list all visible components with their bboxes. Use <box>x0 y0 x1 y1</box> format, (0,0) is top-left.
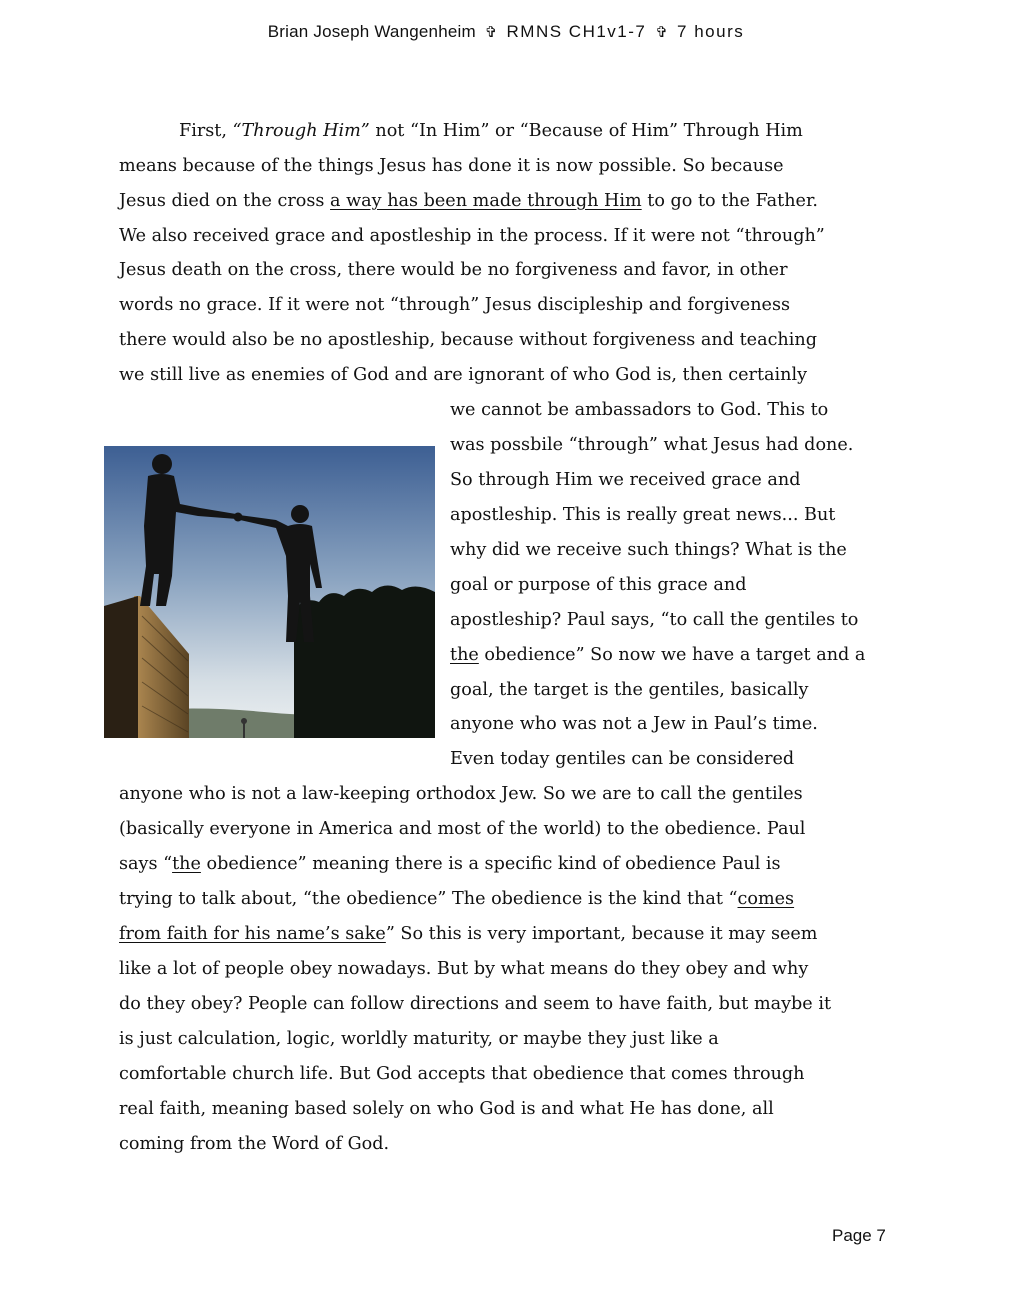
text-line: Even today gentiles can be considered <box>450 749 795 769</box>
underlined-text: a way has been made through Him <box>330 191 642 211</box>
cross-icon: ✞ <box>484 24 498 41</box>
text-line: coming from the Word of God. <box>119 1134 390 1154</box>
text-line: anyone who is not a law-keeping orthodox Jew. So we are to call the gentiles <box>119 784 803 804</box>
text-line: there would also be no apostleship, because without forgiveness and teaching <box>119 330 817 350</box>
text-line: like a lot of people obey nowadays. But by what means do they obey and why <box>119 959 809 979</box>
page-number: Page 7 <box>832 1226 886 1245</box>
text-line: was possbile “through” what Jesus had done. <box>450 435 854 455</box>
text-line: from faith for his name’s sake” So this is very important, because it may seem <box>119 924 818 944</box>
underlined-text: from faith for his name’s sake <box>119 924 386 944</box>
cross-icon: ✞ <box>655 24 669 41</box>
text-line: goal or purpose of this grace and <box>450 575 747 595</box>
author-name: Brian Joseph Wangenheim <box>267 22 476 41</box>
text-line: words no grace. If it were not “through” Jesus discipleship and forgiveness <box>119 295 791 315</box>
underlined-text: the <box>172 854 201 874</box>
emphasis-text: “Through Him” <box>232 121 370 141</box>
text-line: means because of the things Jesus has done it is now possible. So because <box>119 156 784 176</box>
text-line: goal, the target is the gentiles, basically <box>450 680 809 700</box>
text-line: apostleship? Paul says, “to call the gentiles to <box>450 610 859 630</box>
text-line: Jesus died on the cross a way has been made through Him to go to the Father. <box>119 191 819 211</box>
text-line: trying to talk about, “the obedience” The obedience is the kind that “comes <box>119 889 795 909</box>
text-line: why did we receive such things? What is the <box>450 540 847 560</box>
text-line: says “the obedience” meaning there is a specific kind of obedience Paul is <box>119 854 781 874</box>
text-line: is just calculation, logic, worldly maturity, or maybe they just like a <box>119 1029 719 1049</box>
text-line: comfortable church life. But God accepts that obedience that comes through <box>119 1064 805 1084</box>
underlined-text: comes <box>737 889 795 909</box>
study-duration: 7 hours <box>677 22 745 41</box>
text-line: apostleship. This is really great news... But <box>450 505 836 525</box>
underlined-text: the <box>450 645 479 665</box>
photo-silhouettes-reaching <box>104 446 435 738</box>
scripture-reference: RMNS CH1v1-7 <box>506 22 647 41</box>
text-line: the obedience” So now we have a target and a <box>450 645 866 665</box>
text-line: (basically everyone in America and most of the world) to the obedience. Paul <box>119 819 806 839</box>
text-line: real faith, meaning based solely on who God is and what He has done, all <box>119 1099 774 1119</box>
text-line: We also received grace and apostleship in the process. If it were not “through” <box>119 226 825 246</box>
text-line: we cannot be ambassadors to God. This to <box>450 400 829 420</box>
text-line: Jesus death on the cross, there would be no forgiveness and favor, in other <box>119 260 788 280</box>
page-header <box>0 22 1012 42</box>
text-line: anyone who was not a Jew in Paul’s time. <box>450 714 818 734</box>
text-line: we still live as enemies of God and are ignorant of who God is, then certainly <box>119 365 808 385</box>
text-line: First, “Through Him” not “In Him” or “Because of Him” Through Him <box>179 121 803 141</box>
text-line: So through Him we received grace and <box>450 470 801 490</box>
two-silhouettes-reaching-hands-icon <box>104 446 435 738</box>
text-line: do they obey? People can follow directions and seem to have faith, but maybe it <box>119 994 832 1014</box>
